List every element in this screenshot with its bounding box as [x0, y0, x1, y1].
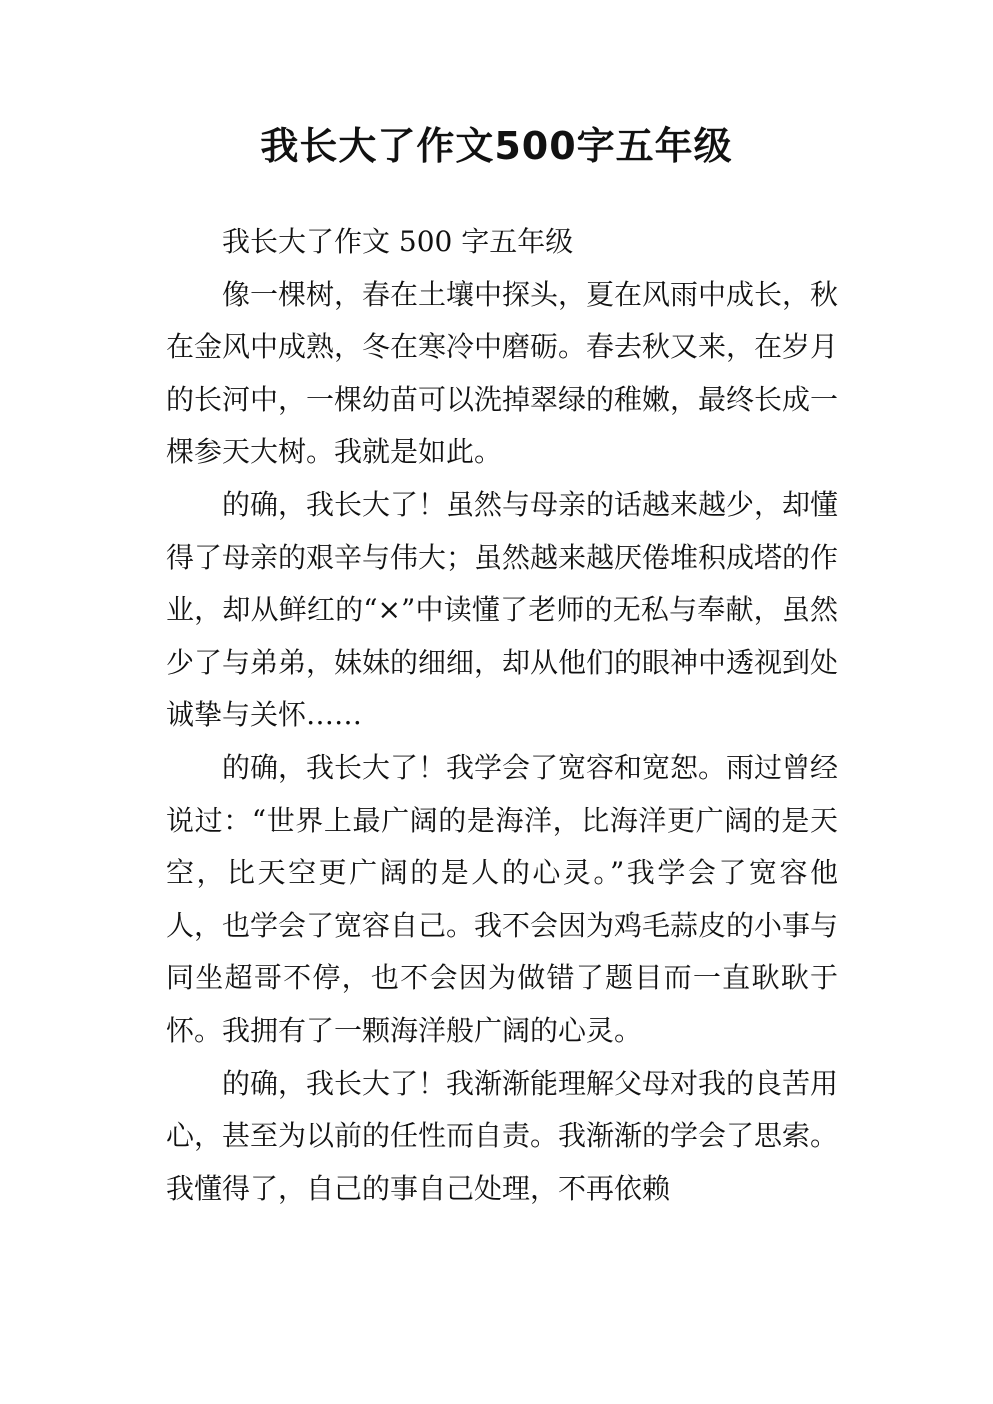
body-paragraph: 的确，我长大了！我渐渐能理解父母对我的良苦用心，甚至为以前的任性而自责。我渐渐的学会了思索。我懂得了，自己的事自己处理，不再依赖 [166, 1066, 839, 1205]
body-paragraph: 的确，我长大了！虽然与母亲的话越来越少，却懂得了母亲的艰辛与伟大；虽然越来越厌倦堆积成塔的作业，却从鲜红的“×”中读懂了老师的无私与奉献，虽然少了与弟弟，妹妹的细细，却从他们的眼神中透视到处诚挚与关怀…… [166, 487, 839, 732]
body-paragraph-subtitle: 我长大了作文 500 字五年级 [222, 225, 574, 258]
body-paragraph: 的确，我长大了！我学会了宽容和宽恕。雨过曾经说过：“世界上最广阔的是海洋，比海洋更广阔的是天空，比天空更广阔的是人的心灵。”我学会了宽容他人，也学会了宽容自己。我不会因为鸡毛蒜皮的小事与同坐超哥不停，也不会因为做错了题目而一直耿耿于怀。我拥有了一颗海洋般广阔的心灵。 [166, 750, 839, 1047]
document-title: 我长大了作文500字五年级 [260, 124, 733, 168]
document-body [166, 216, 838, 1215]
body-paragraph: 像一棵树，春在土壤中探头，夏在风雨中成长，秋在金风中成熟，冬在寒冷中磨砺。春去秋又来，在岁月的长河中，一棵幼苗可以洗掉翠绿的稚嫩，最终长成一棵参天大树。我就是如此。 [166, 277, 839, 469]
